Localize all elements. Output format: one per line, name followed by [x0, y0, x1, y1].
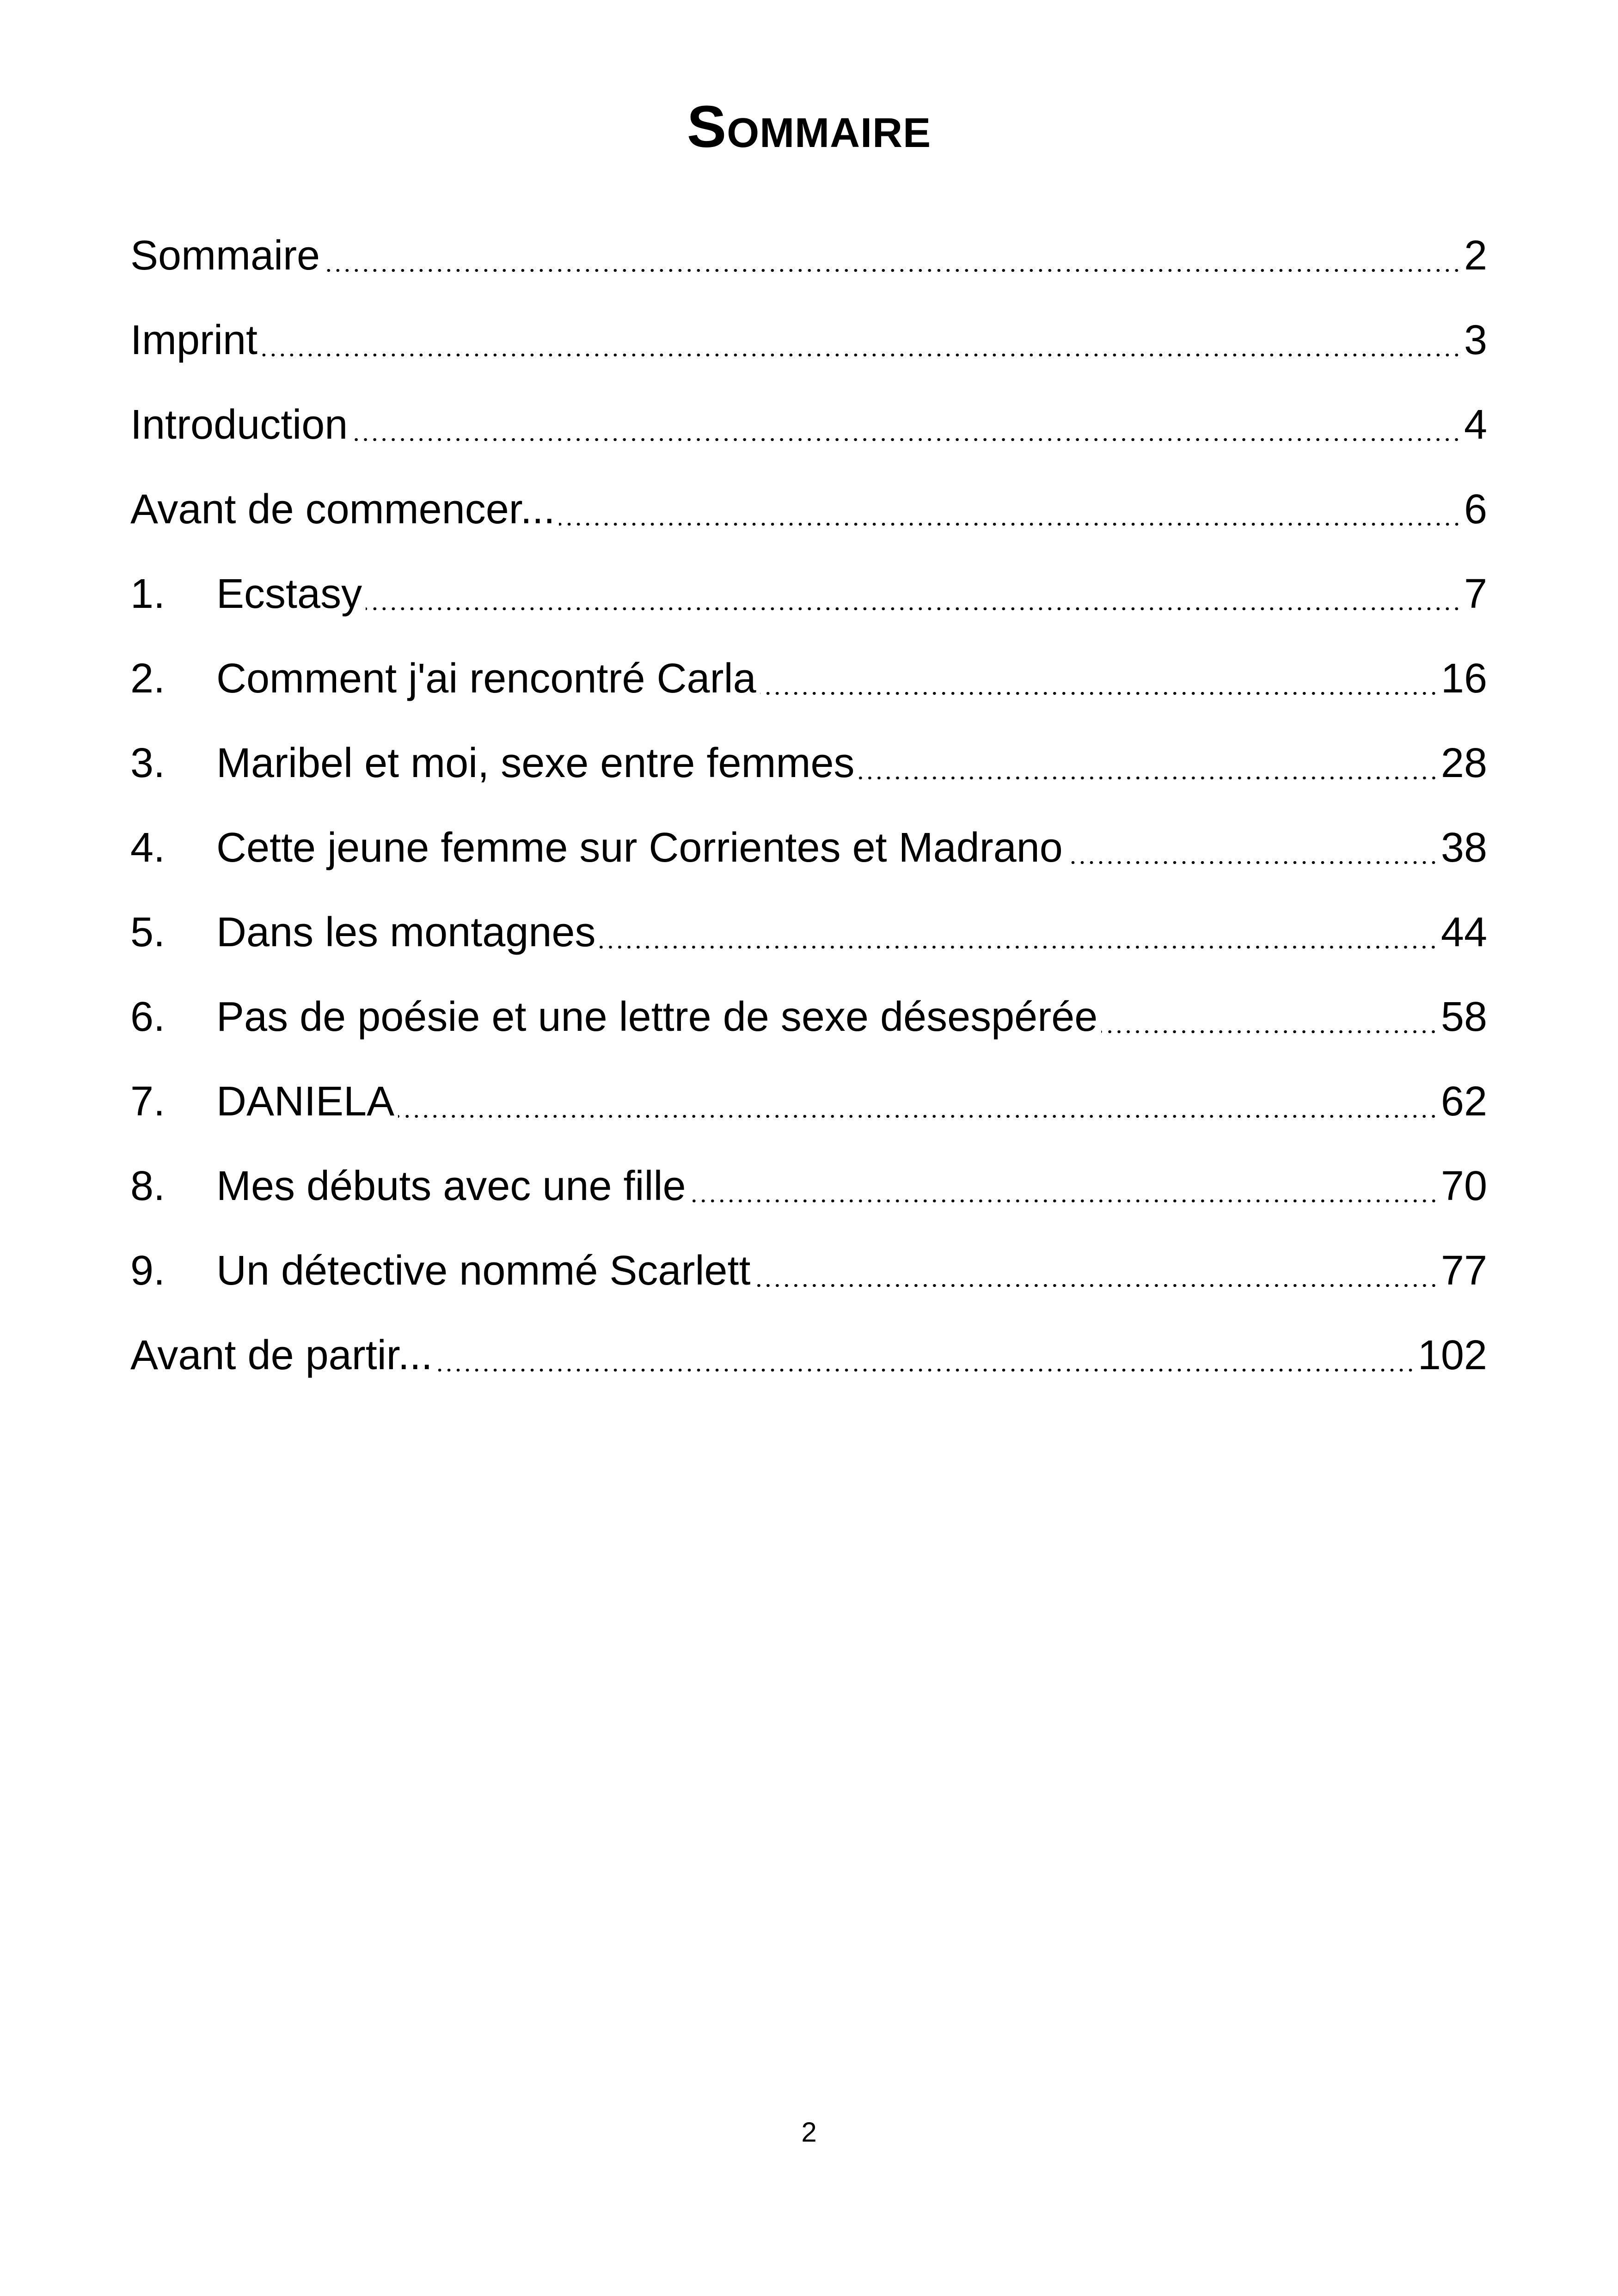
toc-entry-number: 1. [130, 571, 165, 617]
toc-entry-page: 102 [1417, 1332, 1487, 1378]
toc-entry-number: 8. [130, 1163, 165, 1209]
toc-entry-title: Maribel et moi, sexe entre femmes [216, 740, 855, 786]
toc-entry-title: Pas de poésie et une lettre de sexe désespérée [216, 994, 1098, 1040]
table-of-contents [130, 196, 1487, 1381]
toc-entry-page: 6 [1464, 486, 1487, 533]
toc-entry-title: Cette jeune femme sur Corrientes et Madrano [216, 825, 1063, 871]
toc-entry-number: 7. [130, 1078, 165, 1125]
page-number: 2 [801, 2117, 817, 2148]
toc-dot-leader [858, 777, 1438, 779]
toc-dot-leader [261, 354, 1461, 356]
toc-entry-title: Dans les montagnes [216, 909, 596, 955]
toc-entry [130, 1042, 1487, 1127]
toc-entry-number: 5. [130, 909, 165, 955]
toc-entry-title: Comment j'ai rencontré Carla [216, 655, 756, 702]
toc-entry-number: 9. [130, 1248, 165, 1294]
toc-entry-title: Avant de partir... [130, 1332, 433, 1378]
toc-entry-number: 6. [130, 994, 165, 1040]
toc-dot-leader [324, 269, 1461, 272]
toc-entry-title: Mes débuts avec une fille [216, 1163, 686, 1209]
toc-entry-title: DANIELA [216, 1078, 395, 1125]
toc-dot-leader [599, 946, 1438, 949]
toc-entry-page: 38 [1440, 825, 1487, 871]
toc-entry-page: 62 [1440, 1078, 1487, 1125]
toc-entry-page: 7 [1464, 571, 1487, 617]
toc-entry-page: 3 [1464, 317, 1487, 363]
toc-entry-page: 28 [1440, 740, 1487, 786]
page-title: Sommaire [686, 94, 932, 160]
toc-entry-number: 2. [130, 655, 165, 702]
toc-entry-number: 4. [130, 825, 165, 871]
toc-entry [130, 281, 1487, 366]
toc-entry [130, 366, 1487, 450]
toc-dot-leader [754, 1284, 1438, 1287]
toc-entry [130, 1127, 1487, 1212]
toc-entry [130, 196, 1487, 281]
toc-dot-leader [351, 438, 1461, 441]
toc-entry-title: Avant de commencer... [130, 486, 555, 533]
toc-entry-page: 77 [1440, 1248, 1487, 1294]
toc-entry [130, 704, 1487, 789]
toc-entry-page: 58 [1440, 994, 1487, 1040]
toc-entry-title: Un détective nommé Scarlett [216, 1248, 751, 1294]
toc-dot-leader [436, 1369, 1415, 1371]
toc-dot-leader [398, 1115, 1438, 1118]
toc-entry-page: 70 [1440, 1163, 1487, 1209]
toc-entry-title: Sommaire [130, 233, 320, 279]
toc-entry-page: 2 [1464, 233, 1487, 279]
toc-entry-title: Ecstasy [216, 571, 362, 617]
toc-entry [130, 958, 1487, 1042]
toc-entry [130, 1212, 1487, 1296]
toc-entry [130, 873, 1487, 958]
toc-entry [130, 619, 1487, 704]
toc-entry-page: 44 [1440, 909, 1487, 955]
toc-dot-leader [690, 1200, 1438, 1202]
toc-entry-page: 16 [1440, 655, 1487, 702]
toc-dot-leader [559, 523, 1461, 526]
toc-dot-leader [1066, 861, 1438, 864]
toc-dot-leader [366, 607, 1461, 610]
toc-entry [130, 789, 1487, 873]
toc-entry [130, 535, 1487, 619]
toc-entry-title: Imprint [130, 317, 258, 363]
toc-entry [130, 450, 1487, 535]
toc-entry-page: 4 [1464, 402, 1487, 448]
toc-entry [130, 1296, 1487, 1381]
toc-dot-leader [1101, 1030, 1438, 1033]
toc-dot-leader [760, 692, 1438, 695]
toc-entry-number: 3. [130, 740, 165, 786]
toc-entry-title: Introduction [130, 402, 348, 448]
